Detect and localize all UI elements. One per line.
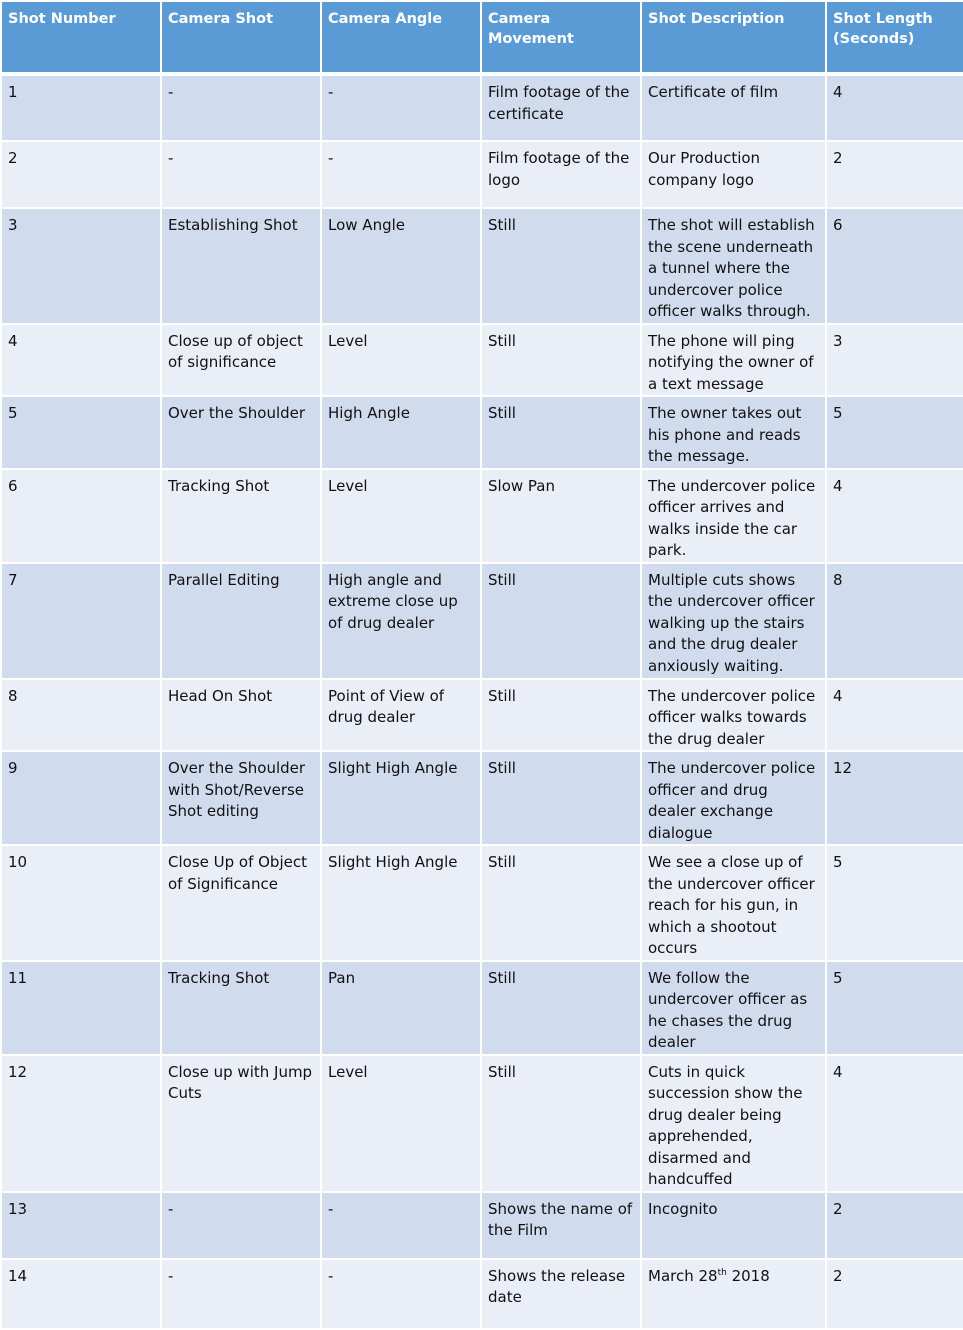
- cell-shot-number: 8: [1, 679, 161, 752]
- cell-shot-length: 2: [826, 1192, 963, 1259]
- header-shot-length: Shot Length (Seconds): [826, 1, 963, 74]
- table-row: [1, 1192, 963, 1259]
- table-row: [1, 396, 963, 469]
- cell-shot-number: 11: [1, 961, 161, 1055]
- table-row: [1, 324, 963, 397]
- cell-camera-angle: Low Angle: [321, 208, 481, 324]
- table-row: [1, 961, 963, 1055]
- cell-shot-length: 4: [826, 1055, 963, 1192]
- cell-shot-number: 10: [1, 845, 161, 961]
- cell-shot-description: The shot will establish the scene underneath a tunnel where the undercover police officer walks through.: [641, 208, 826, 324]
- cell-shot-description: The phone will ping notifying the owner of a text message: [641, 324, 826, 397]
- cell-shot-length: 5: [826, 845, 963, 961]
- cell-shot-length: 5: [826, 396, 963, 469]
- cell-shot-number: 9: [1, 751, 161, 845]
- cell-camera-movement: Still: [481, 563, 641, 679]
- cell-shot-description: We follow the undercover officer as he chases the drug dealer: [641, 961, 826, 1055]
- cell-shot-number: 4: [1, 324, 161, 397]
- cell-camera-shot: -: [161, 141, 321, 208]
- table-row: [1, 845, 963, 961]
- cell-shot-number: 1: [1, 74, 161, 141]
- cell-camera-movement: Still: [481, 208, 641, 324]
- header-camera-movement: Camera Movement: [481, 1, 641, 74]
- cell-shot-length: 8: [826, 563, 963, 679]
- cell-shot-length: 6: [826, 208, 963, 324]
- table-row: [1, 1055, 963, 1192]
- cell-camera-shot: -: [161, 1192, 321, 1259]
- cell-shot-description: Cuts in quick succession show the drug dealer being apprehended, disarmed and handcuffed: [641, 1055, 826, 1192]
- cell-shot-number: 5: [1, 396, 161, 469]
- cell-shot-description: Multiple cuts shows the undercover officer walking up the stairs and the drug dealer anxiously waiting.: [641, 563, 826, 679]
- cell-camera-shot: Close Up of Object of Significance: [161, 845, 321, 961]
- table-row: [1, 141, 963, 208]
- cell-shot-description: The undercover police officer arrives and walks inside the car park.: [641, 469, 826, 563]
- cell-shot-description: The undercover police officer and drug dealer exchange dialogue: [641, 751, 826, 845]
- cell-camera-movement: Still: [481, 961, 641, 1055]
- cell-camera-shot: Over the Shoulder: [161, 396, 321, 469]
- cell-shot-description: The owner takes out his phone and reads the message.: [641, 396, 826, 469]
- cell-camera-movement: Still: [481, 1055, 641, 1192]
- cell-camera-movement: Still: [481, 396, 641, 469]
- cell-shot-length: 5: [826, 961, 963, 1055]
- header-shot-description: Shot Description: [641, 1, 826, 74]
- cell-camera-movement: Shows the name of the Film: [481, 1192, 641, 1259]
- release-date-ordinal: th: [717, 1267, 727, 1278]
- cell-shot-length: 4: [826, 469, 963, 563]
- cell-camera-angle: High Angle: [321, 396, 481, 469]
- cell-camera-shot: Close up of object of significance: [161, 324, 321, 397]
- cell-shot-description: Certificate of film: [641, 74, 826, 141]
- cell-camera-angle: -: [321, 1192, 481, 1259]
- cell-shot-number: 14: [1, 1259, 161, 1329]
- cell-camera-angle: -: [321, 74, 481, 141]
- cell-camera-movement: Still: [481, 679, 641, 752]
- table-row: [1, 563, 963, 679]
- cell-shot-description: Our Production company logo: [641, 141, 826, 208]
- cell-shot-length: 12: [826, 751, 963, 845]
- cell-shot-number: 12: [1, 1055, 161, 1192]
- cell-shot-description: We see a close up of the undercover officer reach for his gun, in which a shootout occurs: [641, 845, 826, 961]
- release-date-month-day: March 28: [648, 1266, 718, 1285]
- table-row: [1, 679, 963, 752]
- cell-camera-shot: -: [161, 1259, 321, 1329]
- cell-shot-description: [641, 1259, 826, 1329]
- cell-camera-angle: -: [321, 1259, 481, 1329]
- cell-camera-movement: Film footage of the certificate: [481, 74, 641, 141]
- cell-shot-number: 3: [1, 208, 161, 324]
- cell-camera-shot: Establishing Shot: [161, 208, 321, 324]
- cell-camera-movement: Shows the release date: [481, 1259, 641, 1329]
- cell-shot-number: 6: [1, 469, 161, 563]
- cell-camera-angle: Level: [321, 1055, 481, 1192]
- cell-camera-angle: Level: [321, 469, 481, 563]
- cell-camera-angle: -: [321, 141, 481, 208]
- cell-camera-angle: Level: [321, 324, 481, 397]
- cell-shot-length: 2: [826, 141, 963, 208]
- cell-shot-number: 13: [1, 1192, 161, 1259]
- cell-camera-angle: Pan: [321, 961, 481, 1055]
- cell-camera-shot: Tracking Shot: [161, 961, 321, 1055]
- cell-camera-shot: Over the Shoulder with Shot/Reverse Shot editing: [161, 751, 321, 845]
- header-row: [1, 1, 963, 74]
- cell-shot-description: The undercover police officer walks towards the drug dealer: [641, 679, 826, 752]
- cell-camera-shot: -: [161, 74, 321, 141]
- header-shot-number: Shot Number: [1, 1, 161, 74]
- cell-shot-number: 7: [1, 563, 161, 679]
- cell-camera-movement: Still: [481, 324, 641, 397]
- table-row: [1, 469, 963, 563]
- cell-shot-description: Incognito: [641, 1192, 826, 1259]
- cell-camera-shot: Parallel Editing: [161, 563, 321, 679]
- cell-camera-movement: Still: [481, 751, 641, 845]
- cell-shot-length: 2: [826, 1259, 963, 1329]
- cell-shot-number: 2: [1, 141, 161, 208]
- cell-camera-angle: High angle and extreme close up of drug dealer: [321, 563, 481, 679]
- table-row: [1, 74, 963, 141]
- cell-camera-angle: Slight High Angle: [321, 751, 481, 845]
- cell-shot-length: 4: [826, 679, 963, 752]
- cell-shot-length: 4: [826, 74, 963, 141]
- cell-camera-angle: Point of View of drug dealer: [321, 679, 481, 752]
- cell-camera-shot: Tracking Shot: [161, 469, 321, 563]
- header-camera-shot: Camera Shot: [161, 1, 321, 74]
- header-camera-angle: Camera Angle: [321, 1, 481, 74]
- cell-camera-movement: Still: [481, 845, 641, 961]
- cell-camera-shot: Head On Shot: [161, 679, 321, 752]
- cell-camera-movement: Slow Pan: [481, 469, 641, 563]
- table-row: [1, 751, 963, 845]
- cell-camera-movement: Film footage of the logo: [481, 141, 641, 208]
- table-row: [1, 1259, 963, 1329]
- table-row: [1, 208, 963, 324]
- cell-shot-length: 3: [826, 324, 963, 397]
- cell-camera-angle: Slight High Angle: [321, 845, 481, 961]
- cell-camera-shot: Close up with Jump Cuts: [161, 1055, 321, 1192]
- release-date-year: 2018: [726, 1266, 770, 1285]
